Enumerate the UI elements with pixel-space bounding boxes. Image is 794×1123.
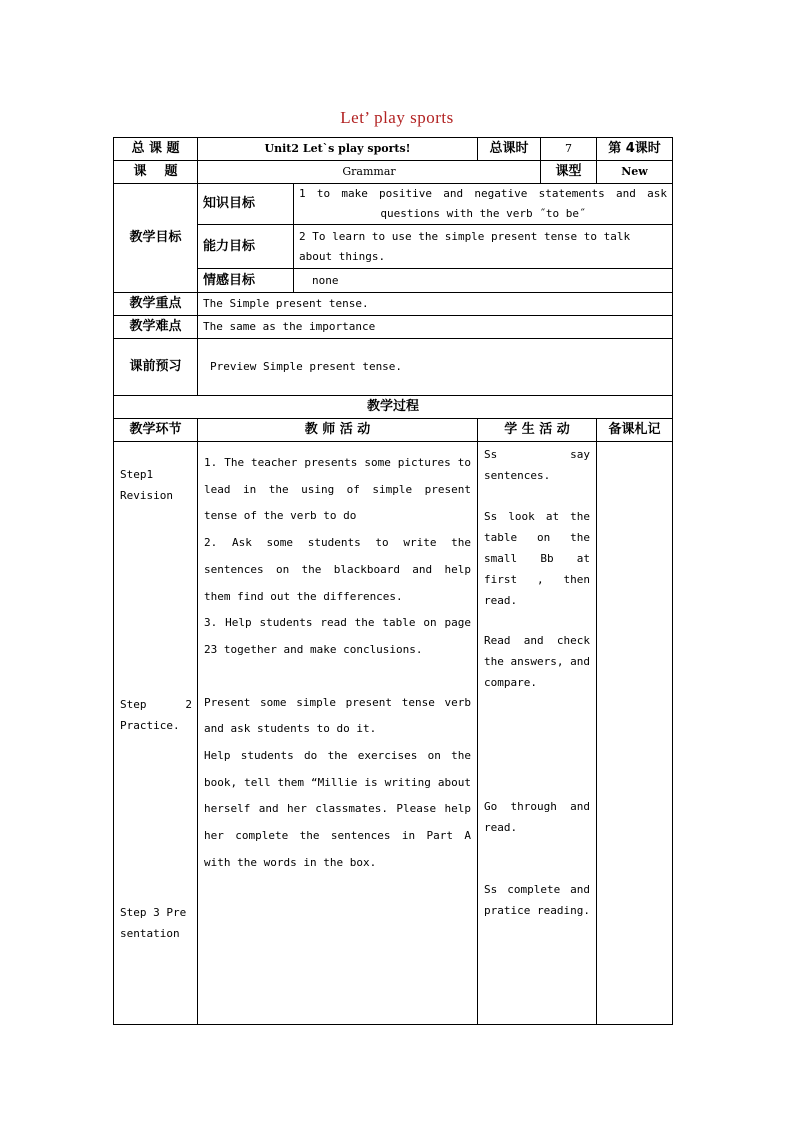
emotion-goal-label: 情感目标	[198, 269, 294, 293]
student-item-1: Ss say sentences.	[484, 448, 591, 482]
preview-label: 课前预习	[114, 339, 198, 396]
topic-value: Unit2 Let`s play sports!	[198, 138, 478, 161]
lesson-topic-label: 课 题	[114, 161, 198, 184]
student-activities	[478, 442, 597, 1025]
col-step: 教学环节	[114, 419, 198, 442]
emotion-goal: none	[294, 269, 673, 293]
total-hours-label: 总课时	[478, 138, 541, 161]
key-point-label: 教学重点	[114, 293, 198, 316]
key-point: The Simple present tense.	[198, 293, 673, 316]
teacher-item-5: Help students do the exercises on the book, tell them “Millie is writing about herself and her classmates. Please help her complete the sentences in Part A with the words in the box.	[204, 749, 472, 869]
difficulty-label: 教学难点	[114, 316, 198, 339]
student-item-3: Read and check the answers, and compare.	[484, 634, 591, 689]
step-3: Step 3 Presentation	[120, 906, 187, 940]
step-1: Step1 Revision	[120, 468, 173, 502]
lesson-number: 第 4课时	[597, 138, 673, 161]
steps-cell	[114, 442, 198, 1025]
teacher-item-4: Present some simple present tense verb and ask students to do it.	[204, 695, 472, 736]
knowledge-goal: 1 to make positive and negative statements and ask questions with the verb ˝to be˝	[294, 184, 673, 225]
teacher-item-1: 1. The teacher presents some pictures to lead in the using of simple present tense of the verb to do	[204, 456, 472, 523]
lesson-type-value: New	[597, 161, 673, 184]
lesson-plan-table	[113, 137, 673, 1025]
ability-goal-label: 能力目标	[198, 225, 294, 269]
topic-label: 总 课 题	[114, 138, 198, 161]
teacher-item-2: 2. Ask some students to write the sentences on the blackboard and help them find out the differences.	[204, 536, 472, 603]
total-hours-value: 7	[541, 138, 597, 161]
teacher-activities	[198, 442, 478, 1025]
difficulty: The same as the importance	[198, 316, 673, 339]
goals-label: 教学目标	[114, 184, 198, 293]
col-notes: 备课札记	[597, 419, 673, 442]
knowledge-goal-label: 知识目标	[198, 184, 294, 225]
student-item-5: Ss complete and pratice reading.	[484, 883, 591, 917]
page-title: Let’ play sports	[340, 108, 454, 127]
student-item-4: Go through and read.	[484, 800, 591, 834]
ability-goal: 2 To learn to use the simple present tense to talk about things.	[294, 225, 673, 269]
col-student: 学 生 活 动	[478, 419, 597, 442]
teacher-item-3: 3. Help students read the table on page 23 together and make conclusions.	[204, 616, 472, 656]
col-teacher: 教 师 活 动	[198, 419, 478, 442]
step-2: Step 2 Practice.	[120, 698, 192, 732]
lesson-type-label: 课型	[541, 161, 597, 184]
student-item-2: Ss look at the table on the small Bb at first , then read.	[484, 510, 591, 607]
notes-cell	[597, 442, 673, 1025]
preview: Preview Simple present tense.	[198, 339, 673, 396]
lesson-topic-value: Grammar	[198, 161, 541, 184]
process-heading: 教学过程	[114, 396, 673, 419]
